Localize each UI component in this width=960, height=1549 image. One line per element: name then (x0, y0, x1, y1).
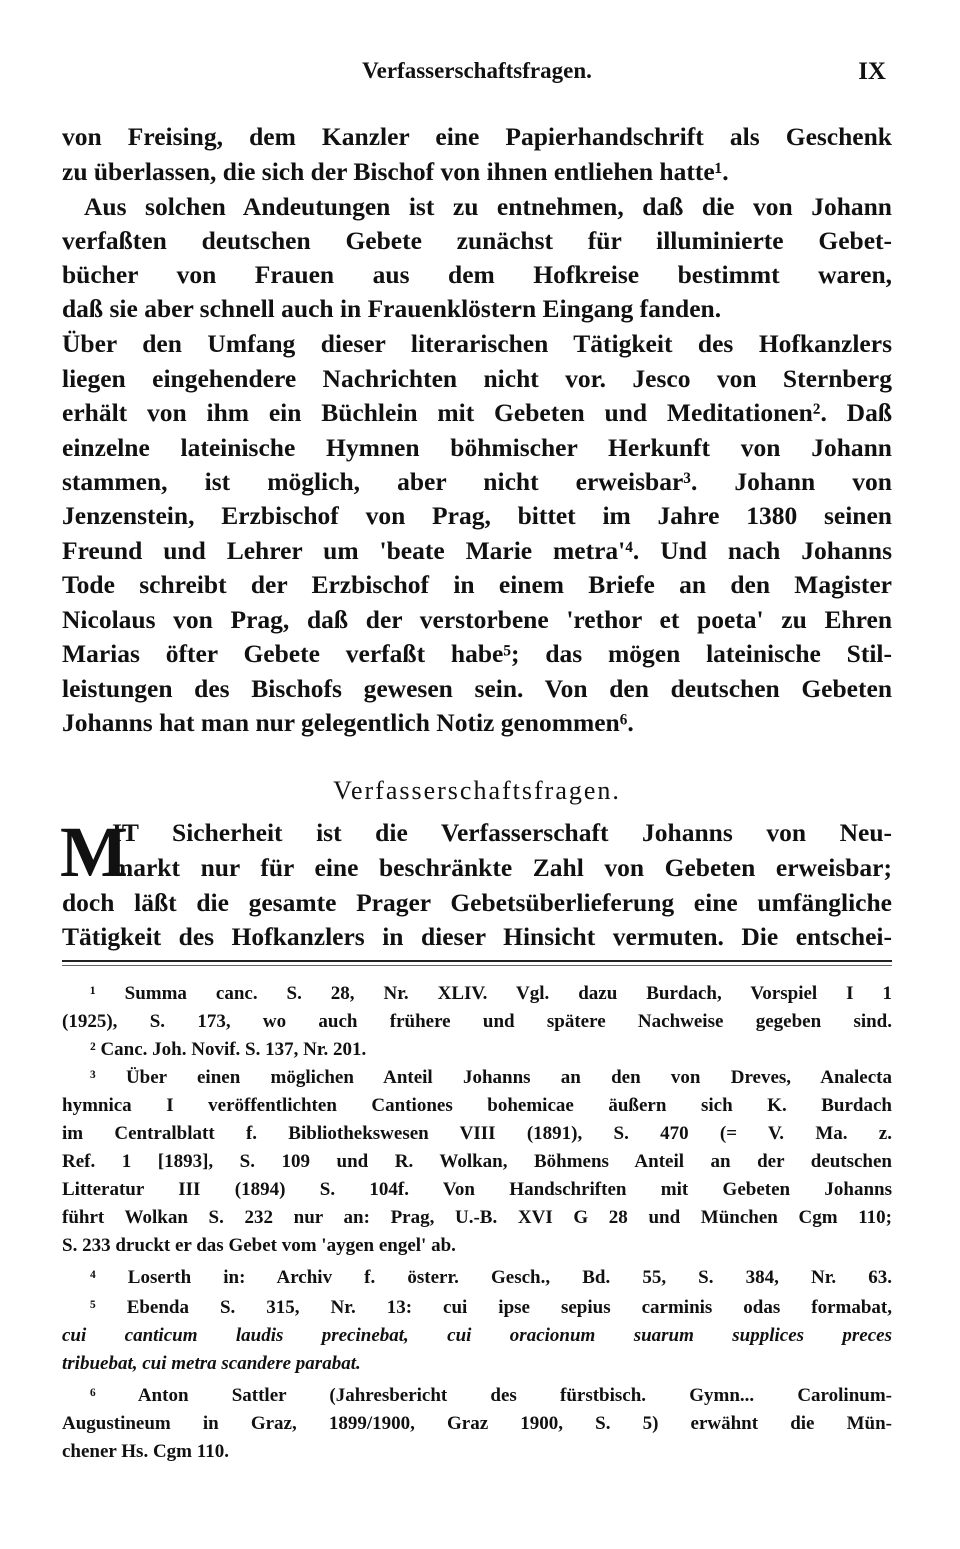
body-line: leistungen des Bischofs gewesen sein. Von den deutschen Gebeten (62, 674, 892, 703)
body-line: zu überlassen, die sich der Bischof von ihnen entliehen hatte¹. (62, 157, 729, 186)
section-heading: Verfasserschaftsfragen. (333, 776, 621, 805)
footnote-line: cui canticum laudis precinebat, cui oracionum suarum supplices preces (62, 1325, 892, 1346)
section-line: doch läßt die gesamte Prager Gebetsüberlieferung eine umfängliche (62, 888, 892, 917)
footnote-line: (1925), S. 173, wo auch frühere und spätere Nachweise gegeben sind. (62, 1011, 892, 1032)
footnote-line: ⁶ Anton Sattler (Jahresbericht des fürstbisch. Gymn... Carolinum- (90, 1385, 892, 1406)
section-line: IT Sicherheit ist die Verfasserschaft Johanns von Neu- (112, 818, 892, 847)
body-line: Nicolaus von Prag, daß der verstorbene 'rethor et poeta' zu Ehren (62, 605, 892, 634)
body-line: von Freising, dem Kanzler eine Papierhandschrift als Geschenk (62, 122, 892, 151)
body-line: erhält von ihm ein Büchlein mit Gebeten und Meditationen². Daß (62, 398, 892, 427)
body-line: Aus solchen Andeutungen ist zu entnehmen, daß die von Johann (84, 192, 892, 221)
body-line: stammen, ist möglich, aber nicht erweisbar³. Johann von (62, 467, 892, 496)
body-line: einzelne lateinische Hymnen böhmischer Herkunft von Johann (62, 433, 892, 462)
running-title: Verfasserschaftsfragen. (362, 58, 592, 83)
body-line: bücher von Frauen aus dem Hofkreise bestimmt waren, (62, 260, 892, 289)
body-line: daß sie aber schnell auch in Frauenklöstern Eingang fanden. (62, 294, 722, 323)
body-line: Marias öfter Gebete verfaßt habe⁵; das mögen lateinische Stil- (62, 639, 892, 668)
footnote-line: ² Canc. Joh. Novif. S. 137, Nr. 201. (90, 1039, 367, 1060)
body-line: Johanns hat man nur gelegentlich Notiz genommen⁶. (62, 708, 634, 737)
body-line: Über den Umfang dieser literarischen Tätigkeit des Hofkanzlers (62, 329, 892, 358)
drop-cap: M (60, 812, 128, 892)
footnote-line: Ref. 1 [1893], S. 109 und R. Wolkan, Böhmens Anteil an der deutschen (62, 1151, 892, 1172)
footnote-line: hymnica I veröffentlichten Cantiones bohemicae äußern sich K. Burdach (62, 1095, 892, 1116)
footnote-line: tribuebat, cui metra scandere parabat. (62, 1353, 361, 1374)
footnote-line: S. 233 druckt er das Gebet vom 'aygen engel' ab. (62, 1235, 456, 1256)
body-line: Freund und Lehrer um 'beate Marie metra'⁴. Und nach Johanns (62, 536, 892, 565)
section-line: Tätigkeit des Hofkanzlers in dieser Hinsicht vermuten. Die entschei- (62, 922, 892, 951)
footnote-line: Litteratur III (1894) S. 104f. Von Handschriften mit Gebeten Johanns (62, 1179, 892, 1200)
footnote-line: ⁴ Loserth in: Archiv f. österr. Gesch., Bd. 55, S. 384, Nr. 63. (90, 1267, 892, 1288)
footnote-line: ¹ Summa canc. S. 28, Nr. XLIV. Vgl. dazu Burdach, Vorspiel I 1 (90, 983, 892, 1004)
body-line: liegen eingehendere Nachrichten nicht vor. Jesco von Sternberg (62, 364, 892, 393)
page-number: IX (858, 58, 886, 85)
footnote-rule (62, 960, 892, 962)
footnote-line: chener Hs. Cgm 110. (62, 1441, 229, 1462)
section-line: markt nur für eine beschränkte Zahl von Gebeten erweisbar; (112, 853, 892, 882)
footnote-line: Augustineum in Graz, 1899/1900, Graz 1900, S. 5) erwähnt die Mün- (62, 1413, 892, 1434)
footnote-line: im Centralblatt f. Bibliothekswesen VIII (1891), S. 470 (= V. Ma. z. (62, 1123, 892, 1144)
footnote-line: führt Wolkan S. 232 nur an: Prag, U.-B. XVI G 28 und München Cgm 110; (62, 1207, 892, 1228)
body-line: Jenzenstein, Erzbischof von Prag, bittet im Jahre 1380 seinen (62, 501, 892, 530)
footnote-rule-thin (62, 965, 892, 966)
footnote-line: ⁵ Ebenda S. 315, Nr. 13: cui ipse sepius carminis odas formabat, (90, 1297, 892, 1318)
body-line: verfaßten deutschen Gebete zunächst für illuminierte Gebet- (62, 226, 892, 255)
running-header (62, 58, 892, 94)
footnote-line: ³ Über einen möglichen Anteil Johanns an den von Dreves, Analecta (90, 1067, 892, 1088)
body-line: Tode schreibt der Erzbischof in einem Briefe an den Magister (62, 570, 892, 599)
